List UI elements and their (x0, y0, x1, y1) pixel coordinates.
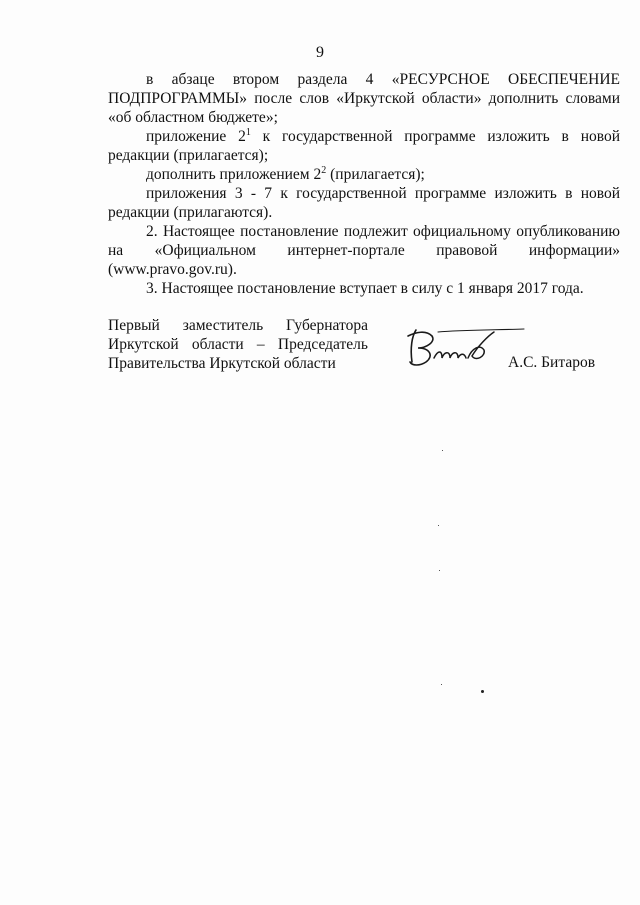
page-number: 9 (316, 44, 324, 61)
signatory-title-line: Иркутской области – Председатель (108, 336, 368, 353)
superscript: 2 (321, 164, 327, 176)
scan-speck (439, 570, 440, 571)
signatory-title-line: Первый заместитель Губернатора (108, 317, 368, 334)
signatory-title (108, 316, 368, 373)
signatory-title-line: Правительства Иркутской области (108, 355, 336, 372)
handwritten-signature (398, 322, 528, 384)
paragraph-appendix-2-1 (108, 127, 620, 165)
paragraph-line: (www.pravo.gov.ru). (108, 261, 237, 278)
paragraph-publication (108, 222, 620, 279)
paragraph-line: ПОДПРОГРАММЫ» после слов «Иркутской области» дополнить словами (108, 90, 620, 107)
text-fragment: дополнить приложением 2 (146, 166, 322, 183)
paragraph-line (108, 165, 620, 184)
paragraph-line: «об областном бюджете»; (108, 109, 278, 126)
paragraph-effective-date (108, 279, 620, 298)
scan-speck (481, 690, 484, 693)
scan-speck (442, 450, 443, 451)
scan-speck (441, 684, 442, 685)
text-fragment: (прилагается); (326, 166, 425, 183)
paragraph-line: редакции (прилагаются). (108, 204, 273, 221)
paragraph-line: в абзаце втором раздела 4 «РЕСУРСНОЕ ОБЕСПЕЧЕНИЕ (146, 71, 620, 88)
paragraph-appendices-3-7 (108, 184, 620, 222)
text-fragment: приложение 2 (146, 128, 246, 145)
superscript: 1 (245, 126, 251, 138)
scan-speck (438, 525, 439, 526)
paragraph-line: приложения 3 - 7 к государственной программе изложить в новой (146, 185, 620, 202)
signatory-name: А.С. Битаров (508, 354, 596, 371)
paragraph-line: на «Официальном интернет-портале правовой информации» (108, 242, 620, 259)
paragraph-line: 2. Настоящее постановление подлежит официальному опубликованию (146, 223, 620, 240)
paragraph-appendix-2-2 (108, 165, 620, 184)
document-body (108, 70, 620, 298)
paragraph-amend-section-4 (108, 70, 620, 127)
paragraph-line: 3. Настоящее постановление вступает в силу с 1 января 2017 года. (146, 280, 584, 297)
paragraph-line (108, 127, 620, 146)
text-fragment: к государственной программе изложить в новой (250, 128, 620, 145)
paragraph-line: редакции (прилагается); (108, 147, 269, 164)
